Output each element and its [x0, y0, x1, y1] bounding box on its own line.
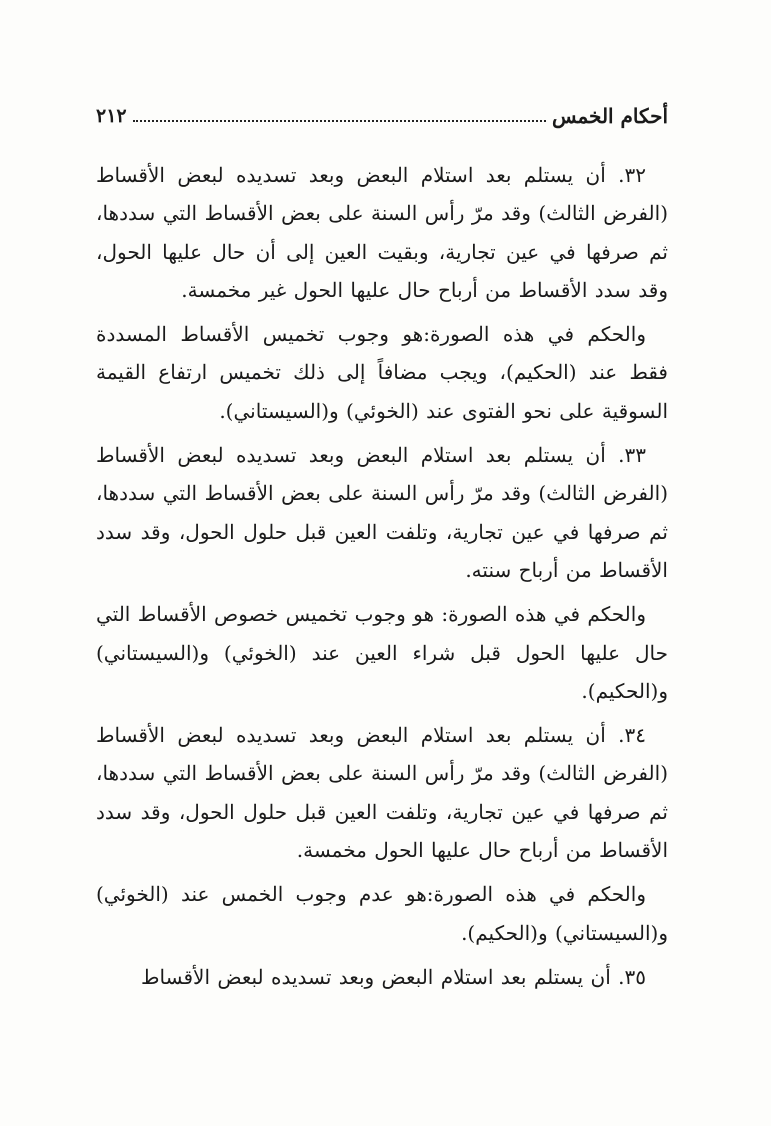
header-dotted-leader — [133, 119, 546, 122]
book-page — [96, 92, 668, 1002]
ruling-paragraph-32 — [96, 315, 668, 430]
paragraph-text: أن يستلم بعد استلام البعض وبعد تسديده لبعض الأقساط — [141, 964, 611, 989]
paragraph-34 — [96, 716, 668, 869]
paragraph-text: أن يستلم بعد استلام البعض وبعد تسديده لبعض الأقساط (الفرض الثالث) وقد مرّ رأس السنة على بعض الأقساط التي سددها، ثم صرفها في عين تجارية، وتلفت العين قبل حلول الحول، وقد سدد الأقساط من أرباح حال عليها الحول مخمسة. — [96, 723, 668, 863]
paragraph-text: أن يستلم بعد استلام البعض وبعد تسديده لبعض الأقساط (الفرض الثالث) وقد مرّ رأس السنة على بعض الأقساط التي سددها، ثم صرفها في عين تجارية، وبقيت العين إلى أن حال عليها الحول، وقد سدد الأقساط من أرباح حال عليها الحول غير مخمسة. — [96, 163, 668, 302]
paragraph-text: والحكم في هذه الصورة:هو وجوب تخميس الأقساط المسددة فقط عند (الحكيم)، ويجب مضافاً إلى ذلك تخميس ارتفاع القيمة السوقية على نحو الفتوى عند (الخوئي) و(السيستاني). — [96, 322, 668, 423]
paragraph-35 — [96, 958, 668, 996]
paragraph-text: أن يستلم بعد استلام البعض وبعد تسديده لبعض الأقساط (الفرض الثالث) وقد مرّ رأس السنة على بعض الأقساط التي سددها، ثم صرفها في عين تجارية، وتلفت العين قبل حلول الحول، وقد سدد الأقساط من أرباح سنته. — [96, 443, 668, 582]
header-title: أحكام الخمس — [551, 104, 668, 128]
ruling-paragraph-34 — [96, 875, 668, 952]
ruling-paragraph-33 — [96, 595, 668, 710]
paragraph-32 — [96, 156, 668, 309]
paragraph-33 — [96, 436, 668, 589]
running-header — [96, 92, 668, 126]
page-number: ٢١٢ — [96, 105, 127, 127]
item-number: ٣٢. — [618, 163, 647, 187]
item-number: ٣٤. — [618, 723, 647, 748]
item-number: ٣٣. — [618, 443, 647, 468]
paragraph-text: والحكم في هذه الصورة:هو عدم وجوب الخمس عند (الخوئي) و(السيستاني) و(الحكيم). — [96, 882, 668, 945]
item-number: ٣٥. — [618, 964, 646, 989]
paragraph-text: والحكم في هذه الصورة: هو وجوب تخميس خصوص الأقساط التي حال عليها الحول قبل شراء العين عند (الخوئي) و(السيستاني) و(الحكيم). — [96, 602, 668, 703]
